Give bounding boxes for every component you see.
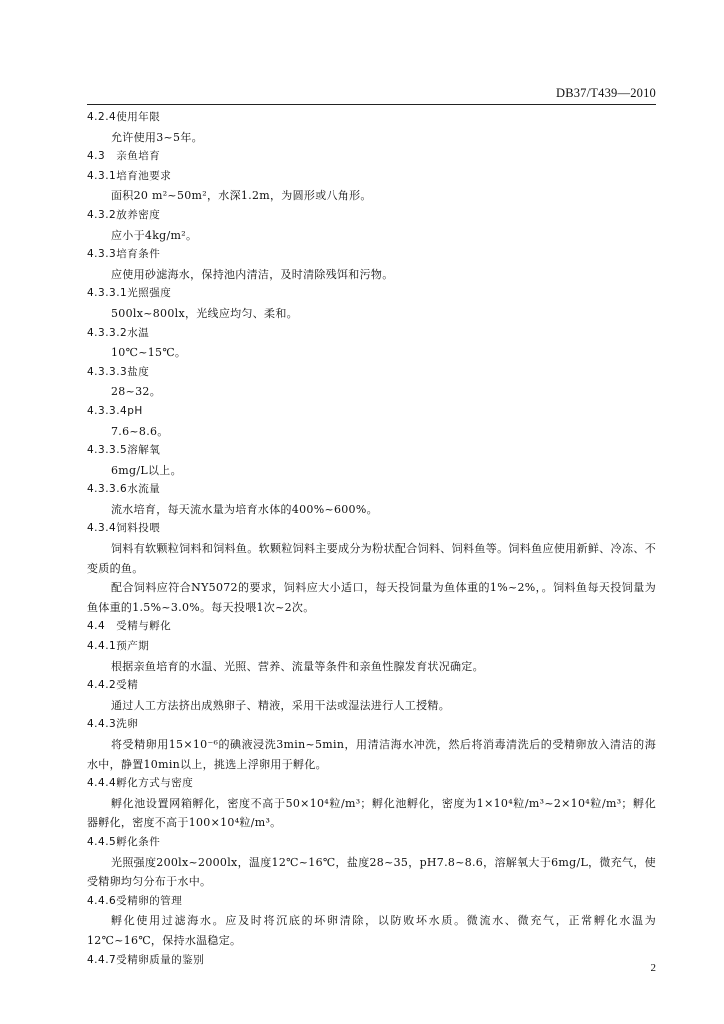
- section-heading: 4.3.3.4pH: [87, 404, 143, 417]
- section-text: 孵化使用过滤海水。应及时将沉底的坏卵清除，以防败坏水质。微流水、微充气，正常孵化水温为12℃~16℃，保持水温稳定。: [87, 914, 656, 947]
- section-heading: 4.4.5孵化条件: [87, 835, 161, 848]
- section-text: 28~32。: [111, 385, 162, 399]
- section-text: 500lx~800lx，光线应均匀、柔和。: [111, 306, 298, 320]
- section-text: 通过人工方法挤出成熟卵子、精液，采用干法或湿法进行人工授精。: [111, 698, 450, 712]
- section-heading: 4.4.1预产期: [87, 640, 150, 653]
- section-heading: 4.3.1培育池要求: [87, 169, 172, 182]
- standard-number: DB37/T439—2010: [555, 86, 656, 100]
- section-heading: 4.4 受精与孵化: [87, 620, 172, 633]
- section-heading: 4.4.2受精: [87, 679, 139, 692]
- document-body: [87, 108, 656, 970]
- section-text: 允许使用3~5年。: [111, 130, 203, 144]
- section-text: 饲料有软颗粒饲料和饲料鱼。软颗粒饲料主要成分为粉状配合饲料、饲料鱼等。饲料鱼应使用新鲜、冷冻、不变质的鱼。: [87, 542, 656, 575]
- section-heading: 4.4.4孵化方式与密度: [87, 777, 194, 790]
- section-text: 应小于4kg/m²。: [111, 228, 198, 242]
- section-text: 光照强度200lx~2000lx，温度12℃~16℃，盐度28~35，pH7.8~8.6，溶解氧大于6mg/L，微充气，使受精卵均匀分布于水中。: [87, 855, 656, 889]
- section-heading: 4.3.3.2水温: [87, 326, 150, 339]
- section-text: 应使用砂滤海水，保持池内清洁，及时清除残饵和污物。: [111, 267, 394, 281]
- section-heading: 4.4.7受精卵质量的鉴别: [87, 953, 205, 966]
- section-heading: 4.3.3.6水流量: [87, 483, 161, 496]
- section-text: 根据亲鱼培育的水温、光照、营养、流量等条件和亲鱼性腺发育状况确定。: [111, 659, 484, 673]
- section-heading: 4.3.3.1光照强度: [87, 287, 172, 300]
- section-heading: 4.2.4使用年限: [87, 111, 161, 123]
- section-heading: 4.3 亲鱼培育: [87, 150, 161, 163]
- section-heading: 4.3.3培育条件: [87, 248, 161, 261]
- section-heading: 4.3.2放养密度: [87, 208, 161, 221]
- section-text: 面积20 m²~50m²，水深1.2m，为圆形或八角形。: [111, 189, 372, 203]
- section-heading: 4.3.3.5溶解氧: [87, 444, 161, 457]
- section-text: 孵化池设置网箱孵化，密度不高于50×10⁴粒/m³；孵化池孵化，密度为1×10⁴粒/m³~2×10⁴粒/m³；孵化器孵化，密度不高于100×10⁴粒/m³。: [87, 796, 656, 830]
- section-text: 7.6~8.6。: [111, 424, 169, 438]
- section-text: 流水培育，每天流水量为培育水体的400%~600%。: [111, 502, 378, 516]
- section-heading: 4.4.6受精卵的管理: [87, 894, 183, 907]
- header-rule: [87, 104, 656, 105]
- section-text: 10℃~15℃。: [111, 346, 187, 360]
- section-heading: 4.3.3.3盐度: [87, 365, 150, 378]
- section-text: 配合饲料应符合NY5072的要求，饲料应大小适口，每天投饲量为鱼体重的1%~2%，。饲料鱼每天投饲量为鱼体重的1.5%~3.0%。每天投喂1次~2次。: [87, 581, 656, 614]
- section-heading: 4.4.3洗卵: [87, 718, 139, 731]
- section-heading: 4.3.4饲料投喂: [87, 522, 161, 535]
- section-text: 6mg/L以上。: [111, 463, 182, 477]
- section-text: 将受精卵用15×10⁻⁶的碘液浸洗3min~5min，用清洁海水冲洗，然后将消毒清洗后的受精卵放入清洁的海水中，静置10min以上，挑选上浮卵用于孵化。: [87, 738, 656, 771]
- page-number: 2: [650, 962, 656, 974]
